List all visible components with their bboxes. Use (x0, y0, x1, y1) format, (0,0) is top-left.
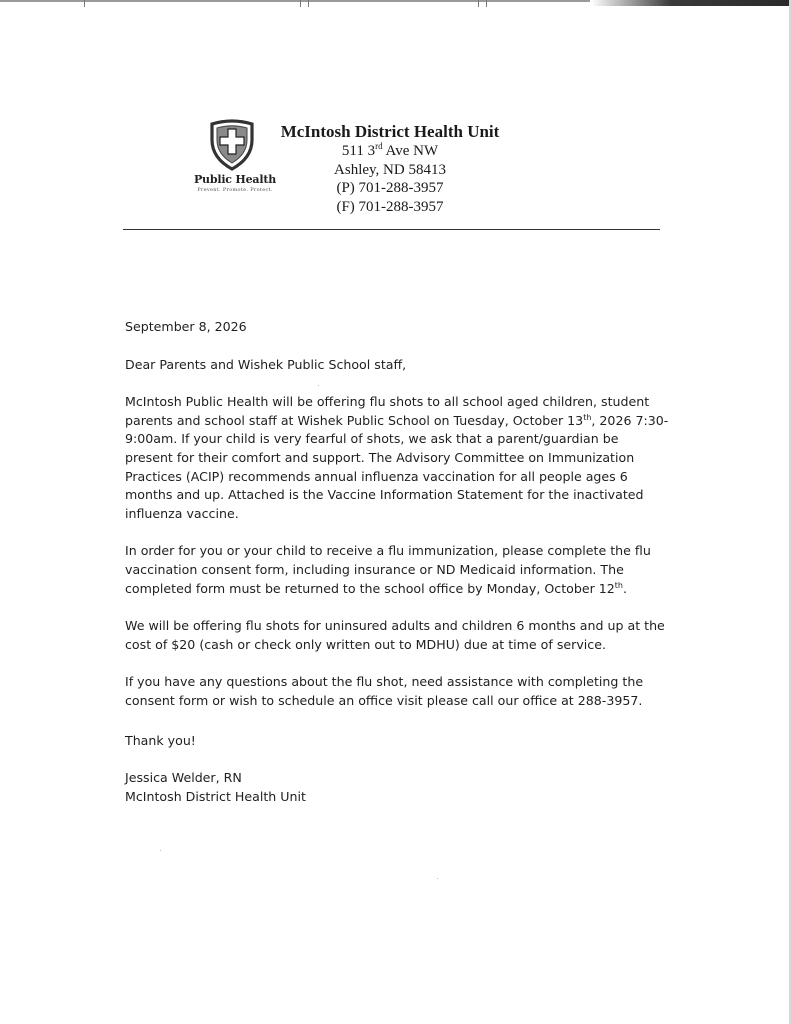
paragraph-text: McIntosh Public Health will be offering flu shots to all school aged children, student parents and school staff at Wishek Public School on Tuesday, October 13 (125, 394, 650, 428)
ordinal-suffix: th (583, 412, 592, 422)
paragraph-cost: We will be offering flu shots for uninsured adults and children 6 months and up at the cost of $20 (cash or check only written out to MDHU) due at time of service. (125, 618, 665, 652)
logo-tagline: Prevent. Promote. Protect. (197, 187, 273, 193)
paragraph-text: . (623, 580, 628, 596)
public-health-shield-cross-icon (204, 118, 260, 172)
public-health-logo (186, 118, 282, 198)
signer-name: Jessica Welder, RN (125, 770, 242, 786)
signer-organization: McIntosh District Health Unit (125, 788, 306, 804)
scan-tick (300, 0, 301, 7)
address-street-number: 511 3 (341, 143, 376, 159)
scan-speck (160, 850, 161, 851)
scan-tick (84, 0, 85, 7)
address-city: Ashley, ND 58413 (334, 161, 446, 178)
organization-name: McIntosh District Health Unit (280, 122, 500, 141)
letterhead-divider (123, 229, 660, 230)
scan-speck (437, 878, 438, 879)
letter-date: September 8, 2026 (125, 319, 247, 334)
scan-edge-artifact (0, 0, 791, 7)
phone-number: (P) 701-288-3957 (336, 180, 444, 196)
letter-closing: Thank you! (125, 732, 196, 748)
address-street-name: Ave NW (382, 143, 439, 159)
letter-salutation: Dear Parents and Wishek Public School staff, (125, 356, 407, 372)
scan-tick (478, 0, 479, 7)
address-street (270, 142, 510, 161)
paragraph-text: In order for you or your child to receive a flu immunization, please complete the flu vaccination consent form, including insurance or ND Medicaid information. The completed form must be returned to the school office by Monday, October 12 (125, 543, 651, 596)
scan-speck (318, 385, 319, 386)
logo-wordmark: Public Health (193, 173, 277, 186)
paragraph-flu-clinic (125, 393, 670, 523)
scan-line (0, 0, 590, 2)
letterhead-contact (270, 121, 510, 216)
scan-tick (308, 0, 309, 7)
letter-body (125, 318, 670, 806)
paragraph-contact: If you have any questions about the flu shot, need assistance with completing the consent form or wish to schedule an office visit please call our office at 288-3957. (125, 674, 644, 708)
fax-number: (F) 701-288-3957 (336, 198, 444, 215)
scan-shadow (591, 0, 791, 6)
scan-tick (486, 0, 487, 7)
paragraph-text: , 2026 7:30-9:00am. If your child is very fearful of shots, we ask that a parent/guardian be present for their comfort and support. The Advisory Committee on Immunization Practices (ACIP) recommends annual influenza vaccination for all people ages 6 months and up. Attached is the Vaccine Information Statement for the inactivated influenza vaccine. (125, 412, 669, 521)
ordinal-suffix: rd (375, 141, 383, 151)
ordinal-suffix: th (614, 580, 624, 590)
paragraph-consent-form (125, 542, 670, 598)
